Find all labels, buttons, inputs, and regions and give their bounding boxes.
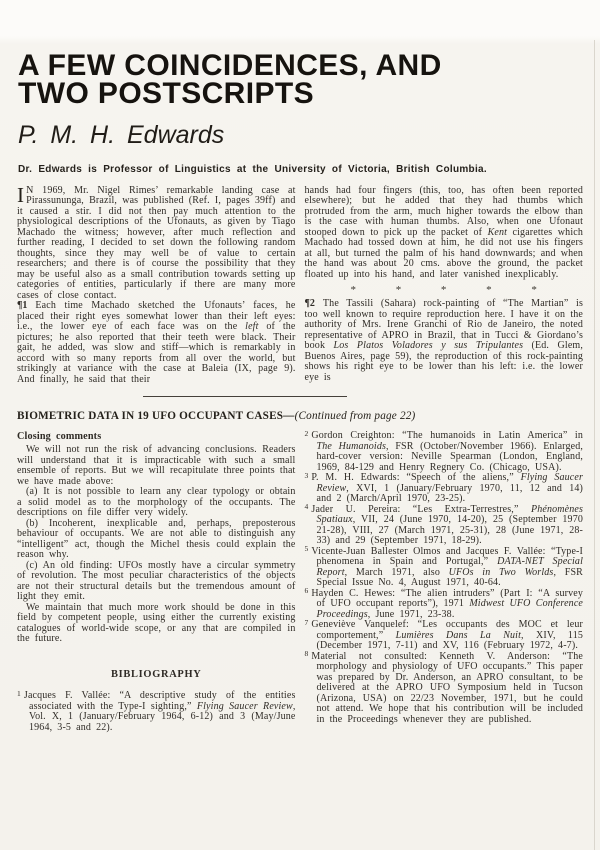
intro-paragraph-text: N 1969, Mr. Nigel Rimes’ remarkable landing case at Pirassununga, Brazil, was published (Ref. I, pages 39ff) and it caused a stir. I did not then pay much attention to the physiological descriptions of the Ufonauts, as given by Tiago Machado the witness; however, after much reflection and further reading, I decided to set down the following random thoughts, since they may well be of value to certain researchers; and there is of course the possibility that they may be useful also as a small contribution towards setting up categories of entities, particularly if there are many more cases of close contact. (17, 184, 296, 301)
bibliography-entry-1 (17, 688, 296, 733)
asterisk: * (531, 284, 537, 296)
paragraph-2: ¶2 The Tassili (Sahara) rock-painting of “The Martian” is too well known to require reproduction here. I have it on the authority of Mrs. Irene Granchi of Rio de Janeiro, the noted representative of APRO in Brazil, that in Tucci & Giordano’s book Los Platos Voladores y sus Tripulantes (Ed. Glem, Buenos Aires, page 59), the reproduction of this rock-painting shows his right eye to be lower than his left: i.e. the lower eye is (304, 298, 583, 383)
footnote-2 (304, 428, 584, 473)
bibliography-entry-text: Jacques F. Vallée: “A descriptive study of the entities associated with the Type-I sighting,” Flying Saucer Review, Vol. X, 1 (January/February 1964, 6-12) and 3 (May/June 1964, 3-5 and 22). (23, 690, 296, 733)
article-column-left (17, 182, 296, 386)
footnote-5 (304, 544, 584, 589)
asterisk: * (350, 284, 357, 296)
footnote-number: 5 (304, 544, 309, 553)
footnote-text: Material not consulted: Kenneth V. Anderson: “The morphology and physiology of UFO occupants.” This paper was prepared by Dr. Anderson, an APRO consultant, to be delivered at the APRO UFO Symposium held in Tucson (Arizona, USA) on 22/23 November, 1971, but he could not attend. We hope that his contribution will be included in the Proceedings whenever they are published. (311, 650, 583, 725)
footnote-number: 2 (304, 428, 309, 438)
footnote-text: Vicente-Juan Ballester Olmos and Jacques F. Vallée: “Type-I phenomena in Spain and Portugal,” DATA-NET Special Report, March 1971, also UFOs in Two Worlds, FSR Special Issue No. 4, August 1971, 40-64. (311, 545, 583, 588)
closing-paragraph-4: (c) An old finding: UFOs mostly have a circular symmetry of revolution. The most peculiar characteristics of the objects are not their structural details but the tremendous amount of light they emit. (17, 559, 296, 602)
page-edge-line (594, 40, 595, 850)
closing-paragraph-2: (a) It is not possible to learn any clear typology or obtain a solid model as to the morphology of the occupants. The descriptions on file differ very widely. (17, 486, 296, 518)
footnote-8 (304, 649, 584, 726)
article-header (0, 0, 600, 177)
article-title (18, 49, 582, 110)
article-column-right (305, 186, 584, 386)
biometric-section-body (0, 422, 600, 733)
article-title-line-2: TWO POSTSCRIPTS (18, 77, 315, 110)
closing-paragraph-1: We will not run the risk of advancing conclusions. Readers will understand that it is impracticable with such a small ensemble of reports. But we will recapitulate three points that we have made above: (17, 444, 296, 487)
author-name: P. M. H. Edwards (18, 121, 225, 149)
closing-comments-heading: Closing comments (17, 431, 102, 442)
continuation-paragraph: hands had four fingers (this, too, has often been reported elsewhere); but he added that they had thumbs which protruded from the arm, much higher towards the elbow than is the case with human thumbs. Also, when one Ufonaut stooped down to pick up the packet of Kent cigarettes which Machado had tossed down at him, he did not use his fingers at all, but turned the palm of his hand downwards; and when the hand was about 20 cms. above the ground, the packet floated up into his hand, and later vanished inexplicably. (304, 184, 583, 280)
footnote-number: 7 (304, 617, 309, 627)
footnote-text: Geneviève Vanquelef: “Les occupants des MOC et leur comportement,” Lumières Dans La Nuit, XIV, 115 (December 1971, 7-11) and XV, 116 (February 1972, 4-7). (311, 619, 583, 651)
closing-paragraph-3: (b) Incoherent, inexplicable and, perhaps, preposterous behaviour of occupants. We are not able to distinguish any “intelligent” act, though the Michel thesis could explain the reason why. (17, 517, 296, 560)
paragraph-1: ¶1 Each time Machado sketched the Ufonauts’ faces, he placed their right eyes somewhat lower than their left eyes: i.e., the lower eye of each face was on the left of the pictures; he also reported that their teeth were black. Their gait, he added, was slow and stiff—which is remarkably in accord with so many reports from all over the world, but strikingly at variance with the case at Baleia (IX, page 9). And finally, he said that their (17, 300, 296, 385)
footnote-text: Jader U. Pereira: “Les Extra-Terrestres,” Phénomènes Spatiaux, VII, 24 (June 1970, 14-20), 25 (September 1970 21-28), VIII, 27 (March 1971, 25-31), 28 (June 1971, 28-33) and 29 (September 1971, 18-29). (311, 503, 583, 546)
biometric-column-right (304, 428, 584, 733)
footnote-number: 4 (304, 502, 309, 511)
footnote-number: 6 (304, 586, 309, 595)
footnote-text: Hayden C. Hewes: “The alien intruders” (Part I: “A survey of UFO occupant reports”), 1971 Midwest UFO Conference Proceedings, June 1971, 23-38. (311, 587, 584, 620)
asterisk: * (395, 284, 402, 296)
asterisk: * (486, 284, 492, 296)
article-title-line-1: A FEW COINCIDENCES, AND (18, 49, 442, 82)
asterisk-separator (305, 280, 584, 299)
biometric-column-left (17, 431, 296, 733)
biometric-section-heading: BIOMETRIC DATA IN 19 UFO OCCUPANT CASES—(Continued from page 22) (17, 410, 416, 422)
footnote-text: Gordon Creighton: “The humanoids in Latin America” in The Humanoids, FSR (October/November 1966). Enlarged, hard-cover version: Neville Spearman (London, England, 1969, 84-129 and Henry Regnery Co. (Chicago, USA). (311, 430, 583, 473)
footnote-4 (304, 502, 584, 547)
footnote-3 (304, 470, 584, 505)
author-affiliation: Dr. Edwards is Professor of Linguistics at the University of Victoria, British Columbia. (18, 164, 487, 175)
footnote-number: 8 (304, 649, 309, 658)
closing-paragraph-5: We maintain that much more work should be done in this field by competent people, using either the currently existing catalogues of world-wide scope, or any that are compiled in the future. (17, 601, 296, 644)
bibliography-heading: BIBLIOGRAPHY (111, 668, 202, 680)
footnote-number: 3 (304, 470, 309, 480)
intro-paragraph (17, 182, 296, 302)
drop-cap: I (17, 182, 25, 207)
footnote-7 (304, 617, 584, 652)
asterisk: * (440, 284, 447, 296)
footnote-6 (304, 586, 584, 621)
bibliography-entry-number: 1 (17, 688, 21, 698)
article-body (0, 177, 600, 386)
footnote-text: P. M. H. Edwards: “Speech of the aliens,” Flying Saucer Review, XVI, 1 (January/February 1970, 11, 12 and 14) and 2 (March/April 1970, 23-25). (311, 472, 583, 504)
